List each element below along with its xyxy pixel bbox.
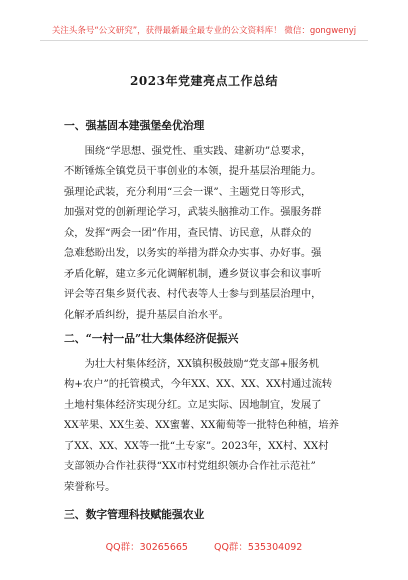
promo-banner: 关注头条号“公文研究”，获得最新最全最专业的公文资料库！ 微信：gongwenyj	[51, 26, 357, 36]
body-line: XX苹果、XX生姜、XX蜜薯、XX葡萄等一批特色种植，培养	[64, 419, 339, 431]
document-title: 2023年党建亮点工作总结	[130, 74, 278, 88]
section-heading-3: 三、数字管理科技赋能强农业	[64, 508, 205, 521]
body-line: 土地村集体经济实现分红。立足实际、因地制宜，发展了	[64, 398, 322, 411]
section-heading-1: 一、强基固本建强堡垒优治理	[64, 119, 205, 132]
body-line: 急难愁盼出发，以务实的举措为群众办实事、办好事。强	[64, 247, 322, 259]
body-line: 为壮大村集体经济，XX镇积极鼓励“党支部+服务机	[64, 357, 320, 370]
body-line: 了XX、XX、XX等一批“土专家”。2023年，XX村、XX村	[64, 439, 329, 452]
body-line: 加强对党的创新理论学习，武装头脑推动工作。强服务群	[64, 206, 322, 218]
footer-contact	[0, 539, 408, 553]
body-line: 不断锤炼全镇党员干事创业的本领，提升基层治理能力。	[64, 165, 322, 177]
body-line: 荣誉称号。	[64, 480, 116, 493]
body-line: 构+农户”的托管模式，今年XX、XX、XX、XX村通过流转	[64, 378, 333, 390]
document-body	[64, 116, 346, 526]
body-line: 评会等召集乡贤代表、村代表等人士参与到基层治理中，	[64, 288, 322, 300]
body-line: 化解矛盾纠纷，提升基层自治水平。	[64, 308, 229, 321]
body-line: 众，发挥“两会一团”作用，查民情、访民意，从群众的	[64, 226, 312, 239]
qq-group-2: QQ群：535304092	[213, 542, 303, 553]
body-line: 强理论武装，充分利用“三会一课”、主题党日等形式，	[64, 185, 312, 198]
section-heading-2: 二、“一村一品”壮大集体经济促振兴	[64, 332, 239, 345]
body-line: 矛盾化解，建立多元化调解机制，遴乡贤议事会和议事听	[64, 267, 322, 280]
qq-group-1: QQ群：30265665	[105, 542, 188, 553]
header-divider	[40, 40, 368, 41]
body-line: 支部领办合作社获得“XX市村党组织领办合作社示范社”	[64, 460, 316, 472]
body-line: 围绕“学思想、强党性、重实践、建新功”总要求，	[64, 144, 312, 157]
